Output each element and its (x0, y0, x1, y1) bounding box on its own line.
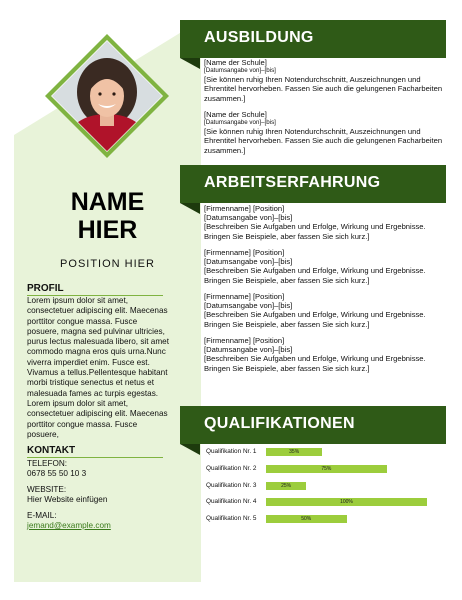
ausbildung-fold (180, 58, 200, 69)
website-label: WEBSITE: (27, 485, 67, 494)
skill-bar (266, 498, 427, 506)
skill-percent: 25% (281, 483, 292, 489)
skill-percent: 35% (289, 449, 300, 455)
job-date: [Datumsangabe von]–[bis] (204, 345, 293, 355)
school-date: [Datumsangabe von]–[bis] (204, 67, 276, 75)
website-value: Hier Website einfügen (27, 495, 108, 504)
profil-text: Lorem ipsum dolor sit amet, consectetuer adipiscing elit. Maecenas porttitor congue massa. Fusce posuere, magna sed pulvinar ultricies, purus lectus malesuada libero, sit amet commodo magna eros quis urna.Nunc viverra imperdiet enim. Fusce est. Vivamus a tellus.Pellentesque habitant morbi tristique senectus et netus et malesuada fames ac turpis egestas. Lorem ipsum dolor sit amet, consectetuer adipiscing elit. Maecenas porttitor congue massa. Fusce posuere, (27, 296, 169, 439)
school-description: [Sie können ruhig Ihren Notendurchschnitt, Auszeichnungen und Ehrentitel hervorheben. Fassen Sie auch die gelungenen Facharbeiten zusammen.] (204, 127, 443, 155)
skill-bar (266, 515, 347, 523)
kontakt-heading: KONTAKT (27, 445, 76, 456)
skill-row (206, 481, 436, 491)
skill-percent: 100% (340, 499, 353, 505)
school-name: [Name der Schule] (204, 58, 267, 67)
job-date: [Datumsangabe von]–[bis] (204, 301, 293, 311)
ausbildung-entry (204, 58, 444, 103)
website-block (27, 485, 107, 505)
school-name: [Name der Schule] (204, 110, 267, 119)
candidate-name (14, 188, 201, 244)
email-link[interactable]: jemand@example.com (27, 521, 111, 530)
skill-label: Qualifikation Nr. 5 (206, 515, 257, 522)
skill-row (206, 464, 436, 474)
skill-percent: 50% (301, 516, 312, 522)
job-description: [Beschreiben Sie Aufgaben und Erfolge, Wirkung und Ergebnisse. Bringen Sie Beispiele, aber fassen Sie sich kurz.] (204, 310, 426, 329)
skill-bar (266, 448, 322, 456)
company-position: [Firmenname] [Position] (204, 248, 285, 257)
arbeit-entry (204, 292, 444, 329)
skill-label: Qualifikation Nr. 3 (206, 482, 257, 489)
qualifikationen-fold (180, 444, 200, 455)
skill-label: Qualifikation Nr. 1 (206, 448, 257, 455)
job-description: [Beschreiben Sie Aufgaben und Erfolge, Wirkung und Ergebnisse. Bringen Sie Beispiele, aber fassen Sie sich kurz.] (204, 222, 426, 241)
name-line-2: HIER (77, 216, 138, 244)
skill-bar (266, 482, 306, 490)
school-date: [Datumsangabe von]–[bis] (204, 119, 276, 127)
company-position: [Firmenname] [Position] (204, 292, 285, 301)
arbeitserfahrung-header (180, 165, 446, 203)
name-line-1: NAME (70, 188, 145, 216)
skill-row (206, 447, 436, 457)
skill-label: Qualifikation Nr. 4 (206, 498, 257, 505)
skill-row (206, 497, 436, 507)
arbeitserfahrung-heading: ARBEITSERFAHRUNG (204, 174, 381, 191)
ausbildung-heading: AUSBILDUNG (204, 29, 314, 46)
job-date: [Datumsangabe von]–[bis] (204, 213, 293, 223)
phone-label: TELEFON: (27, 459, 68, 468)
ausbildung-header (180, 20, 446, 58)
arbeit-entry (204, 336, 444, 373)
job-date: [Datumsangabe von]–[bis] (204, 257, 293, 267)
kontakt-divider (27, 457, 163, 458)
skill-percent: 75% (321, 466, 332, 472)
job-description: [Beschreiben Sie Aufgaben und Erfolge, Wirkung und Ergebnisse. Bringen Sie Beispiele, aber fassen Sie sich kurz.] (204, 266, 426, 285)
phone-block (27, 459, 86, 479)
phone-value: 0678 55 50 10 3 (27, 469, 87, 478)
arbeit-entry (204, 204, 444, 241)
skill-row (206, 514, 436, 524)
skill-label: Qualifikation Nr. 2 (206, 465, 257, 472)
profil-heading: PROFIL (27, 283, 64, 294)
email-block (27, 511, 111, 531)
profile-photo (45, 34, 169, 158)
qualifikationen-heading: QUALIFIKATIONEN (204, 415, 355, 432)
ausbildung-entry (204, 110, 444, 155)
arbeitserfahrung-fold (180, 203, 200, 214)
job-description: [Beschreiben Sie Aufgaben und Erfolge, Wirkung und Ergebnisse. Bringen Sie Beispiele, aber fassen Sie sich kurz.] (204, 354, 426, 373)
email-label: E-MAIL: (27, 511, 57, 520)
company-position: [Firmenname] [Position] (204, 336, 285, 345)
skill-bar (266, 465, 387, 473)
qualifikationen-header (180, 406, 446, 444)
company-position: [Firmenname] [Position] (204, 204, 285, 213)
arbeit-entry (204, 248, 444, 285)
candidate-position: POSITION HIER (60, 258, 155, 270)
school-description: [Sie können ruhig Ihren Notendurchschnitt, Auszeichnungen und Ehrentitel hervorheben. Fassen Sie auch die gelungenen Facharbeiten zusammen.] (204, 75, 443, 103)
